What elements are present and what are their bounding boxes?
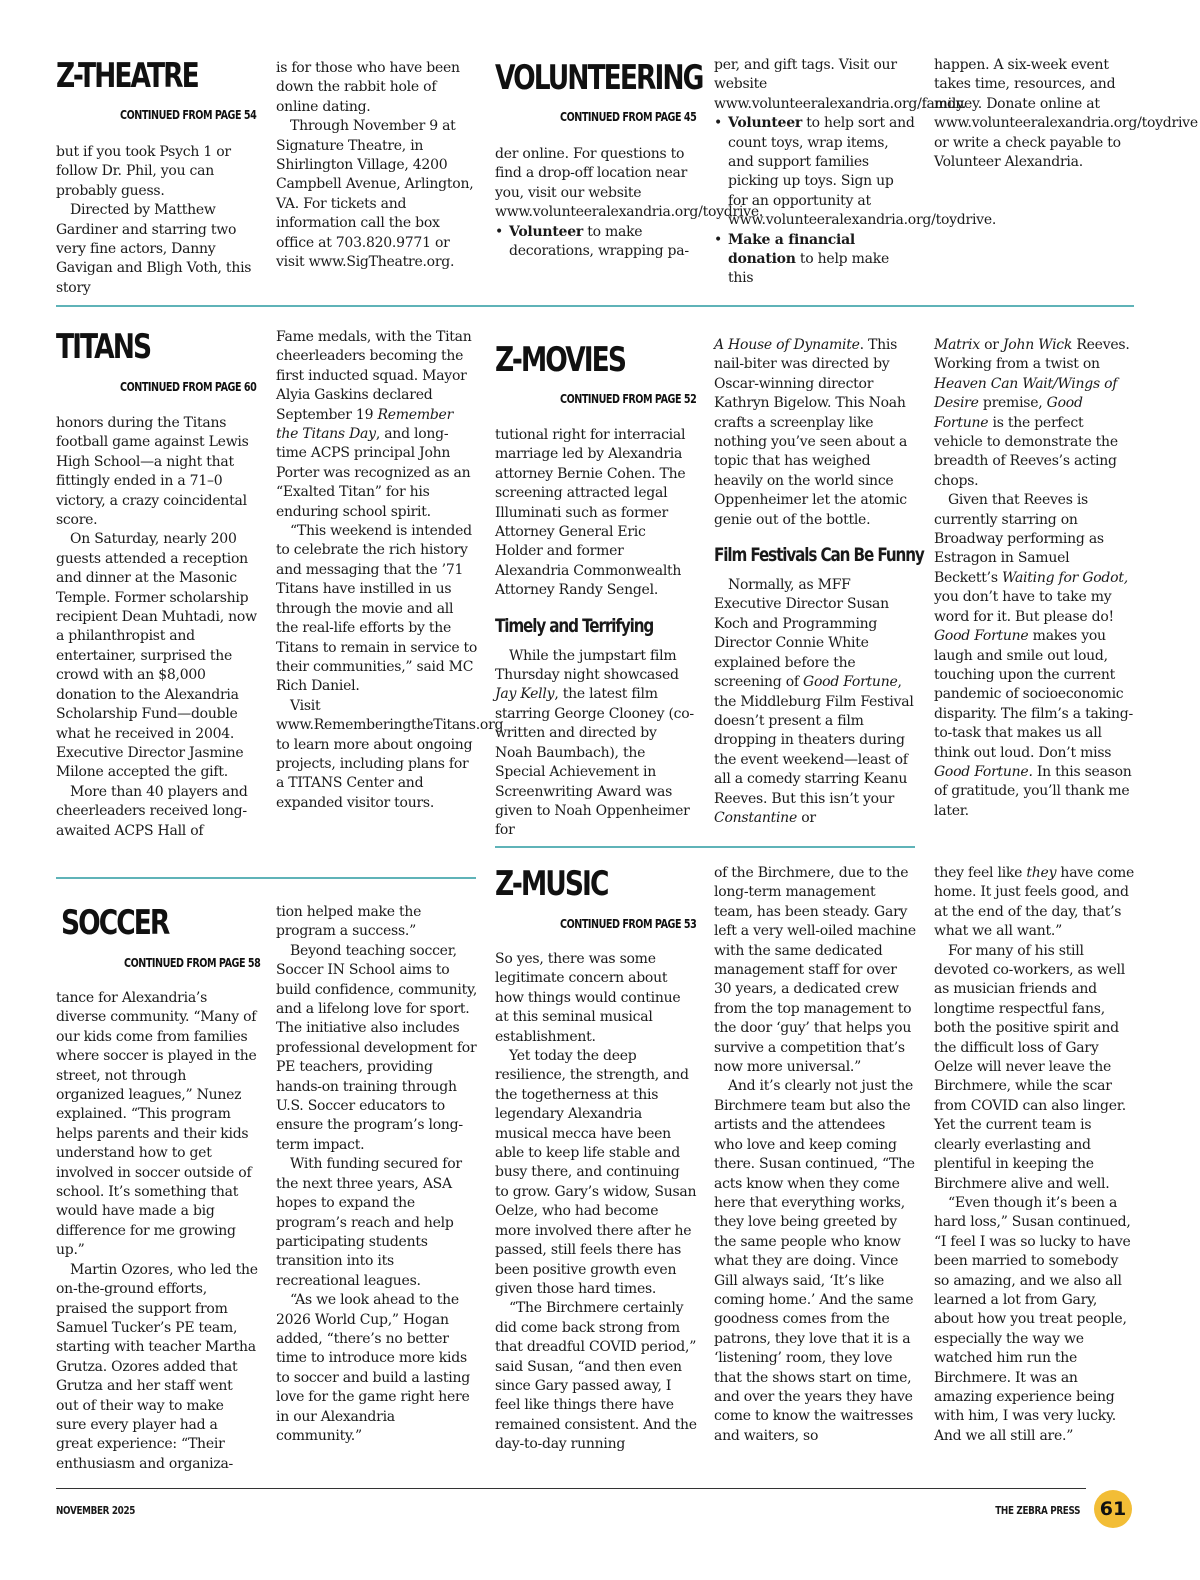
volunteering-continued: CONTINUED FROM PAGE 45 [559,110,696,124]
subheading: Timely and Terrifying [495,614,654,637]
bullet-list [495,223,697,262]
titans-col-2 [276,328,504,813]
paragraph: happen. A six-week event takes time, resources, and money. Donate online at www.volunteeralexandria.org/toydrive or write a check payable to Volunteer Alexandria. [934,57,1198,171]
paragraph: Given that Reeves is currently starring on Broadway performing as Estragon in Samuel Beckett’s Waiting for Godot, you don’t have to take my word for it. But please do! Good Fortune makes you laugh and smile out loud, touching upon the current pandemic of socioeconomic disparity. The film’s a taking-to-task that makes us all think out loud. Don’t miss Good Fortune. In this season of gratitude, you’ll thank me later. [934,492,1133,819]
zmusic-col-1 [495,950,697,1455]
footer-date: NOVEMBER 2025 [56,1504,136,1517]
list-item: • Volunteer to make decorations, wrapping pa- [495,223,697,262]
paragraph: With funding secured for the next three years, ASA hopes to expand the program’s reach and help participating students transition into its recreational leagues. [276,1156,462,1289]
paragraph: tance for Alexandria’s diverse community. “Many of our kids come from families where soccer is played in the street, not through organized leagues,” Nunez explained. “This program helps parents and their kids understand how to get involved in soccer outside of school. It’s something that would have made a big difference for me growing up.” [56,990,257,1259]
paragraph: So yes, there was some legitimate concern about how things would continue at this seminal musical establishment. [495,951,681,1045]
paragraph: Matrix or John Wick Reeves. Working from a twist on Heaven Can Wait/Wings of Desire premise, Good Fortune is the perfect vehicle to demonstrate the breadth of Reeves’s acting chops. [934,337,1130,489]
footer-rule [56,1488,1086,1489]
paragraph: For many of his still devoted co-workers, as well as musician friends and longtime respectful fans, both the positive spirit and the difficult loss of Gary Oelze will never leave the Birchmere, while the scar from COVID can also linger. Yet the current team is clearly everlasting and plentiful in keeping the Birchmere alive and well. [934,942,1126,1192]
volunteering-col-2 [714,56,997,289]
volunteering-col-1 [495,145,764,261]
zmovies-col-1 [495,426,697,841]
ztheatre-heading: Z-THEATRE [56,56,198,96]
paragraph: but if you took Psych 1 or follow Dr. Phil, you can probably guess. [56,144,231,199]
zmusic-heading: Z-MUSIC [495,864,608,904]
ztheatre-col-2 [276,59,478,272]
bullet-list [714,114,997,289]
paragraph: Normally, as MFF Executive Director Susan Koch and Programming Director Connie White explained before the screening of Good Fortune, the Middleburg Film Festival doesn’t present a film dropping in theaters during the event weekend—least of all a comedy starring Keanu Reeves. But this isn’t your Constantine or [714,577,914,826]
volunteering-col-3 [934,56,1198,172]
subheading: Film Festivals Can Be Funny [714,544,924,567]
soccer-col-2 [276,903,478,1446]
zmovies-col-3 [934,336,1136,821]
paragraph: of the Birchmere, due to the long-term management team, has been steady. Gary left a very well-oiled machine with the same dedicated management staff for over 30 years, a dedicated crew from the top management to the door ‘guy’ that helps you survive a competition that’s now more universal.” [714,865,916,1076]
titans-continued: CONTINUED FROM PAGE 60 [119,380,256,394]
section-divider [495,846,915,848]
ztheatre-continued: CONTINUED FROM PAGE 54 [119,108,256,122]
paragraph: they feel like they have come home. It just feels good, and at the end of the day, that’s what we all want.” [934,865,1135,940]
titans-heading: TITANS [56,327,151,367]
zmovies-heading: Z-MOVIES [495,340,626,380]
paragraph: And it’s clearly not just the Birchmere team but also the artists and the attendees who love and keep coming there. Susan continued, “The acts know when they come here that everything works, they love being greeted by the same people who know what they are doing. Vince Gill always said, ‘It’s like coming home.’ And the same goodness comes from the patrons, they love that it is a ‘listening’ room, they love that the shows start on time, and over the years they have come to know the waitresses and waiters, so [714,1078,915,1444]
paragraph: Directed by Matthew Gardiner and starring two very fine actors, Danny Gavigan and Bligh Voth, this story [56,202,252,296]
paragraph: While the jumpstart film Thursday night showcased Jay Kelly, the latest film starring George Clooney (co-written and directed by Noah Baumbach), the Special Achievement in Screenwriting Award was given to Noah Oppenheimer for [495,647,694,839]
paragraph: Martin Ozores, who led the on-the-ground efforts, praised the support from Samuel Tucker’s PE team, starting with teacher Martha Grutza. Ozores added that Grutza and her staff went out of their way to make sure every player had a great experience: “Their enthusiasm and organiza- [56,1261,258,1472]
soccer-heading: SOCCER [61,903,169,943]
ztheatre-col-1 [56,143,258,298]
paragraph: More than 40 players and cheerleaders received long-awaited ACPS Hall of [56,783,248,839]
zmusic-col-2 [714,864,916,1446]
titans-col-1 [56,414,258,841]
paragraph: “This weekend is intended to celebrate the rich history and messaging that the ’71 Titans have instilled in us through the movie and all the real-life efforts by the Titans to remain in service to their communities,” said MC Rich Daniel. [276,523,478,695]
paragraph: Yet today the deep resilience, the strength, and the togetherness at this legendary Alexandria musical mecca have been able to keep life stable and busy there, and continuing to grow. Gary’s widow, Susan Oelze, who had become more involved there after he passed, still feels there has been positive growth even given those hard times. [495,1048,697,1297]
paragraph: Visit www.RememberingtheTitans.org to learn more about ongoing projects, including plans for a TITANS Center and expanded visitor tours. [276,697,504,811]
paragraph: “As we look ahead to the 2026 World Cup,” Hogan added, “there’s no better time to introduce more kids to soccer and build a lasting love for the game right here in our Alexandria community.” [276,1292,470,1444]
zmovies-col-2 [714,336,924,828]
paragraph: “Even though it’s been a hard loss,” Susan continued, “I feel I was so lucky to have been married to somebody so amazing, and we also all learned a lot from Gary, about how you treat people, especially the way we watched him run the Birchmere. It was an amazing experience being with him, I was very lucky. And we all still are.” [934,1194,1131,1444]
paragraph: der online. For questions to find a drop-off location near you, visit our website www.volunteeralexandria.org/toydrive. [495,146,764,221]
zmovies-continued: CONTINUED FROM PAGE 52 [559,392,696,406]
zmusic-continued: CONTINUED FROM PAGE 53 [559,917,696,931]
paragraph: honors during the Titans football game against Lewis High School—a night that fittingly ended in a 71–0 victory, a crazy coincidental score. [56,415,249,529]
soccer-continued: CONTINUED FROM PAGE 58 [123,956,260,970]
paragraph: Beyond teaching soccer, Soccer IN School aims to build confidence, community, and a lifelong love for sport. The initiative also includes professional development for PE teachers, providing hands-on training through U.S. Soccer educators to ensure the program’s long-term impact. [276,942,478,1153]
list-item: • Make a financial donation to help make this [714,231,916,289]
volunteering-heading: VOLUNTEERING [495,58,703,98]
paragraph: tion helped make the program a success.” [276,904,422,940]
page-number-badge: 61 [1094,1490,1132,1528]
paragraph: On Saturday, nearly 200 guests attended a reception and dinner at the Masonic Temple. Former scholarship recipient Dean Muhtadi, now a philanthropist and entertainer, surprised the crowd with an $8,000 donation to the Alexandria Scholarship Fund—double what he received in 2004. Executive Director Jasmine Milone accepted the gift. [56,531,257,781]
paragraph: A House of Dynamite. This nail-biter was directed by Oscar-winning director Kathryn Bigelow. This Noah crafts a screenplay like nothing you’ve seen about a topic that has weighed heavily on the world since Oppenheimer let the atomic genie out of the bottle. [714,337,908,528]
paragraph: tutional right for interracial marriage led by Alexandria attorney Bernie Cohen. The screening attracted legal Illuminati such as former Attorney General Eric Holder and former Alexandria Commonwealth Attorney Randy Sengel. [495,427,686,599]
paragraph: Through November 9 at Signature Theatre, in Shirlington Village, 4200 Campbell Avenue, Arlington, VA. For tickets and information call the box office at 703.820.9771 or visit www.SigTheatre.org. [276,118,474,271]
list-item: • Volunteer to help sort and count toys, wrap items, and support families picking up toys. Sign up for an opportunity at www.volunteeralexandria.org/toydrive. [714,114,916,230]
section-divider [56,877,476,879]
paragraph: Fame medals, with the Titan cheerleaders becoming the first inducted squad. Mayor Alyia Gaskins declared September 19 Remember the Titans Day, and long-time ACPS principal John Porter was recognized as an “Exalted Titan” for his enduring school spirit. [276,329,472,520]
paragraph: per, and gift tags. Visit our website www.volunteeralexandria.org/family. [714,57,967,112]
footer-publication: THE ZEBRA PRESS [995,1504,1080,1517]
paragraph: is for those who have been down the rabbit hole of online dating. [276,60,460,115]
soccer-col-1 [56,989,258,1474]
section-divider [56,305,1134,307]
paragraph: “The Birchmere certainly did come back strong from that dreadful COVID period,” said Susan, “and then even since Gary passed away, I feel like things there have remained consistent. And the day-to-day running [495,1300,697,1453]
zmusic-col-3 [934,864,1136,1446]
